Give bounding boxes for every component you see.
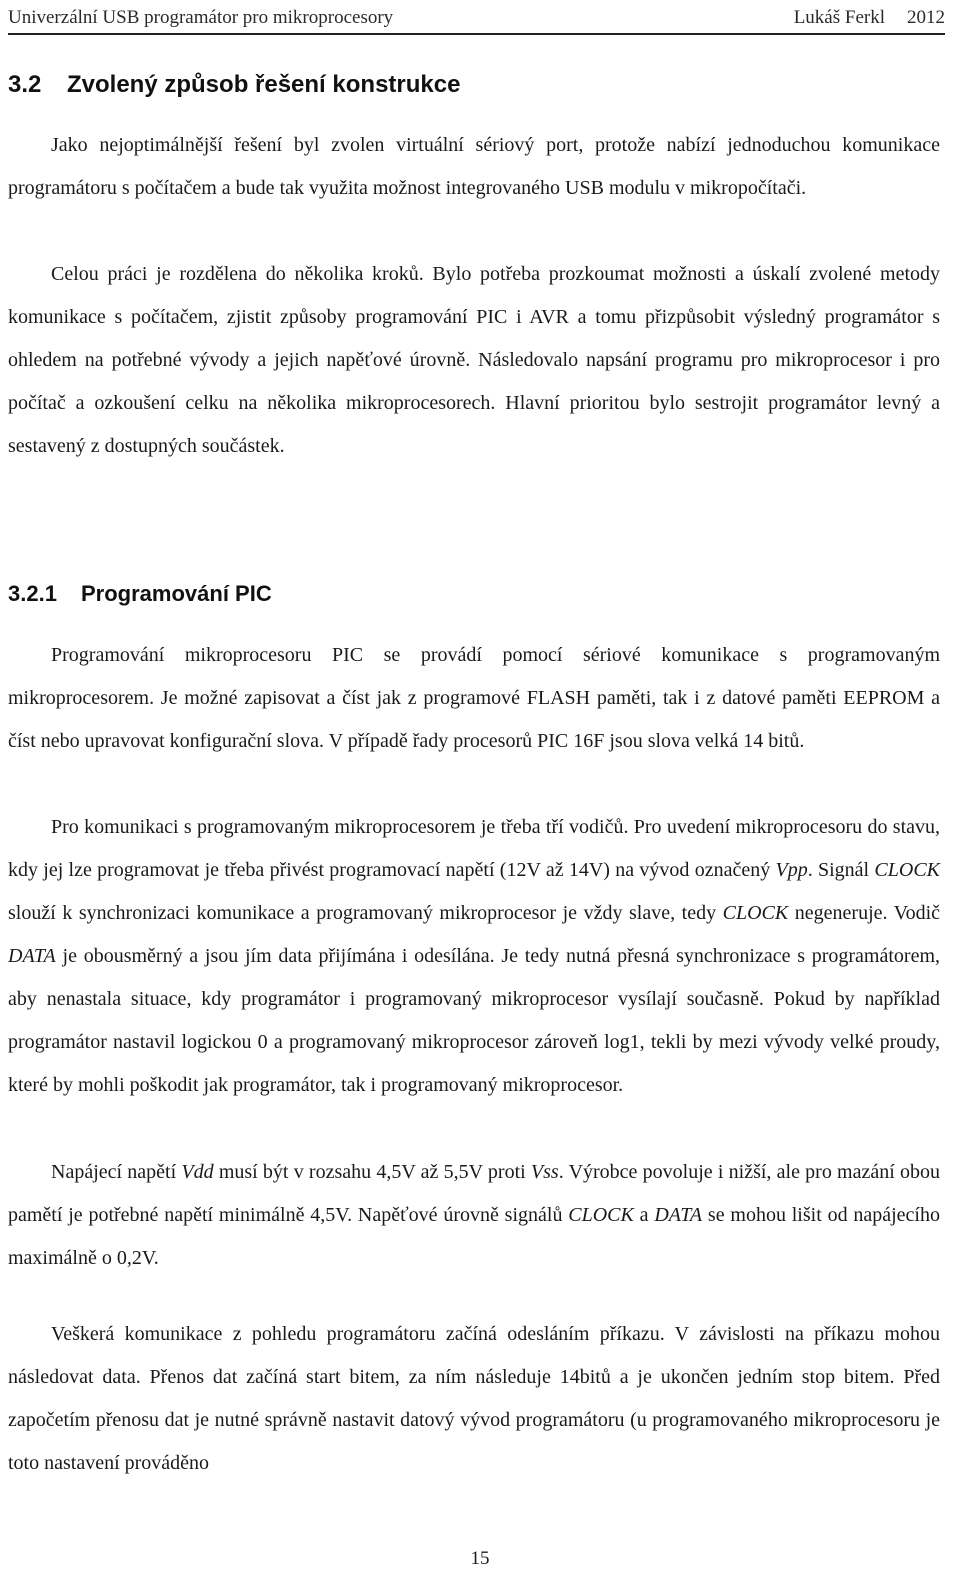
subsection-number: 3.2.1 bbox=[8, 581, 57, 606]
header-author: Lukáš Ferkl bbox=[793, 7, 885, 28]
term-vss: Vss bbox=[530, 1161, 559, 1183]
paragraph: Napájecí napětí Vdd musí být v rozsahu 4,5V až 5,5V proti Vss. Výrobce povoluje i nižší, ale pro mazání obou pamětí je potřebné napětí minimálně 4,5V. Napěťové úrovně signálů CLOCK a DATA se mohou lišit od napájecího maximálně o 0,2V. bbox=[8, 1161, 941, 1269]
paragraph: Jako nejoptimálnější řešení byl zvolen virtuální sériový port, protože nabízí jednoduchou komunikace programátoru s počítačem a bude tak využita možnost integrovaného USB modulu v mikropočítači. bbox=[8, 134, 940, 199]
term-vdd: Vdd bbox=[181, 1161, 214, 1183]
section-heading bbox=[8, 69, 460, 101]
page-number: 15 bbox=[470, 1548, 490, 1569]
subsection-heading bbox=[8, 579, 272, 609]
paragraph: Programování mikroprocesoru PIC se provádí pomocí sériové komunikace s programovaným mikroprocesorem. Je možné zapisovat a číst jak z programové FLASH paměti, tak i z datové paměti EEPROM a číst nebo upravovat konfigurační slova. V případě řady procesorů PIC 16F jsou slova velká 14 bitů. bbox=[8, 644, 940, 752]
paragraph: Celou práci je rozdělena do několika kroků. Bylo potřeba prozkoumat možnosti a úskalí zvolené metody komunikace s počítačem, zjistit způsoby programování PIC i AVR a tomu přizpůsobit výsledný programátor s ohledem na potřebné vývody a jejich napěťové úrovně. Následovalo napsání programu pro mikroprocesor i pro počítač a ozkoušení celku na několika mikroprocesorech. Hlavní prioritou bylo sestrojit programátor levný a sestavený z dostupných součástek. bbox=[8, 263, 940, 457]
term-data: DATA bbox=[654, 1204, 703, 1226]
paragraph: Veškerá komunikace z pohledu programátoru začíná odesláním příkazu. V závislosti na příkazu mohou následovat data. Přenos dat začíná start bitem, za ním následuje 14bitů a je ukončen jedním stop bitem. Před započetím přenosu dat je nutné správně nastavit datový vývod programátoru (u programovaného mikroprocesoru je toto nastavení prováděno bbox=[8, 1323, 940, 1474]
page-header bbox=[8, 4, 945, 32]
term-clock: CLOCK bbox=[874, 859, 940, 881]
term-data: DATA bbox=[8, 945, 56, 967]
header-author-year bbox=[794, 4, 945, 32]
subsection-title: Programování PIC bbox=[81, 581, 272, 606]
term-clock: CLOCK bbox=[722, 902, 789, 924]
header-year: 2012 bbox=[907, 7, 945, 28]
term-vpp: Vpp bbox=[775, 859, 808, 881]
header-title: Univerzální USB programátor pro mikroprocesory bbox=[8, 7, 394, 28]
section-title: Zvolený způsob řešení konstrukce bbox=[67, 71, 461, 98]
header-rule bbox=[8, 33, 945, 35]
paragraph: Pro komunikaci s programovaným mikroprocesorem je třeba tří vodičů. Pro uvedení mikroprocesoru do stavu, kdy jej lze programovat je třeba přivést programovací napětí (12V až 14V) na vývod označený Vpp. Signál CLOCK slouží k synchronizaci komunikace a programovaný mikroprocesor je vždy slave, tedy CLOCK negeneruje. Vodič DATA je obousměrný a jsou jím data přijímána i odesílána. Je tedy nutná přesná synchronizace s programátorem, aby nenastala situace, kdy programátor i programovaný mikroprocesor vysílají současně. Pokud by například programátor nastavil logickou 0 a programovaný mikroprocesor zároveň log1, tekli by mezi vývody velké proudy, které by mohli poškodit jak programátor, tak i programovaný mikroprocesor. bbox=[8, 816, 940, 1096]
section-number: 3.2 bbox=[8, 71, 42, 98]
term-clock: CLOCK bbox=[568, 1204, 634, 1226]
